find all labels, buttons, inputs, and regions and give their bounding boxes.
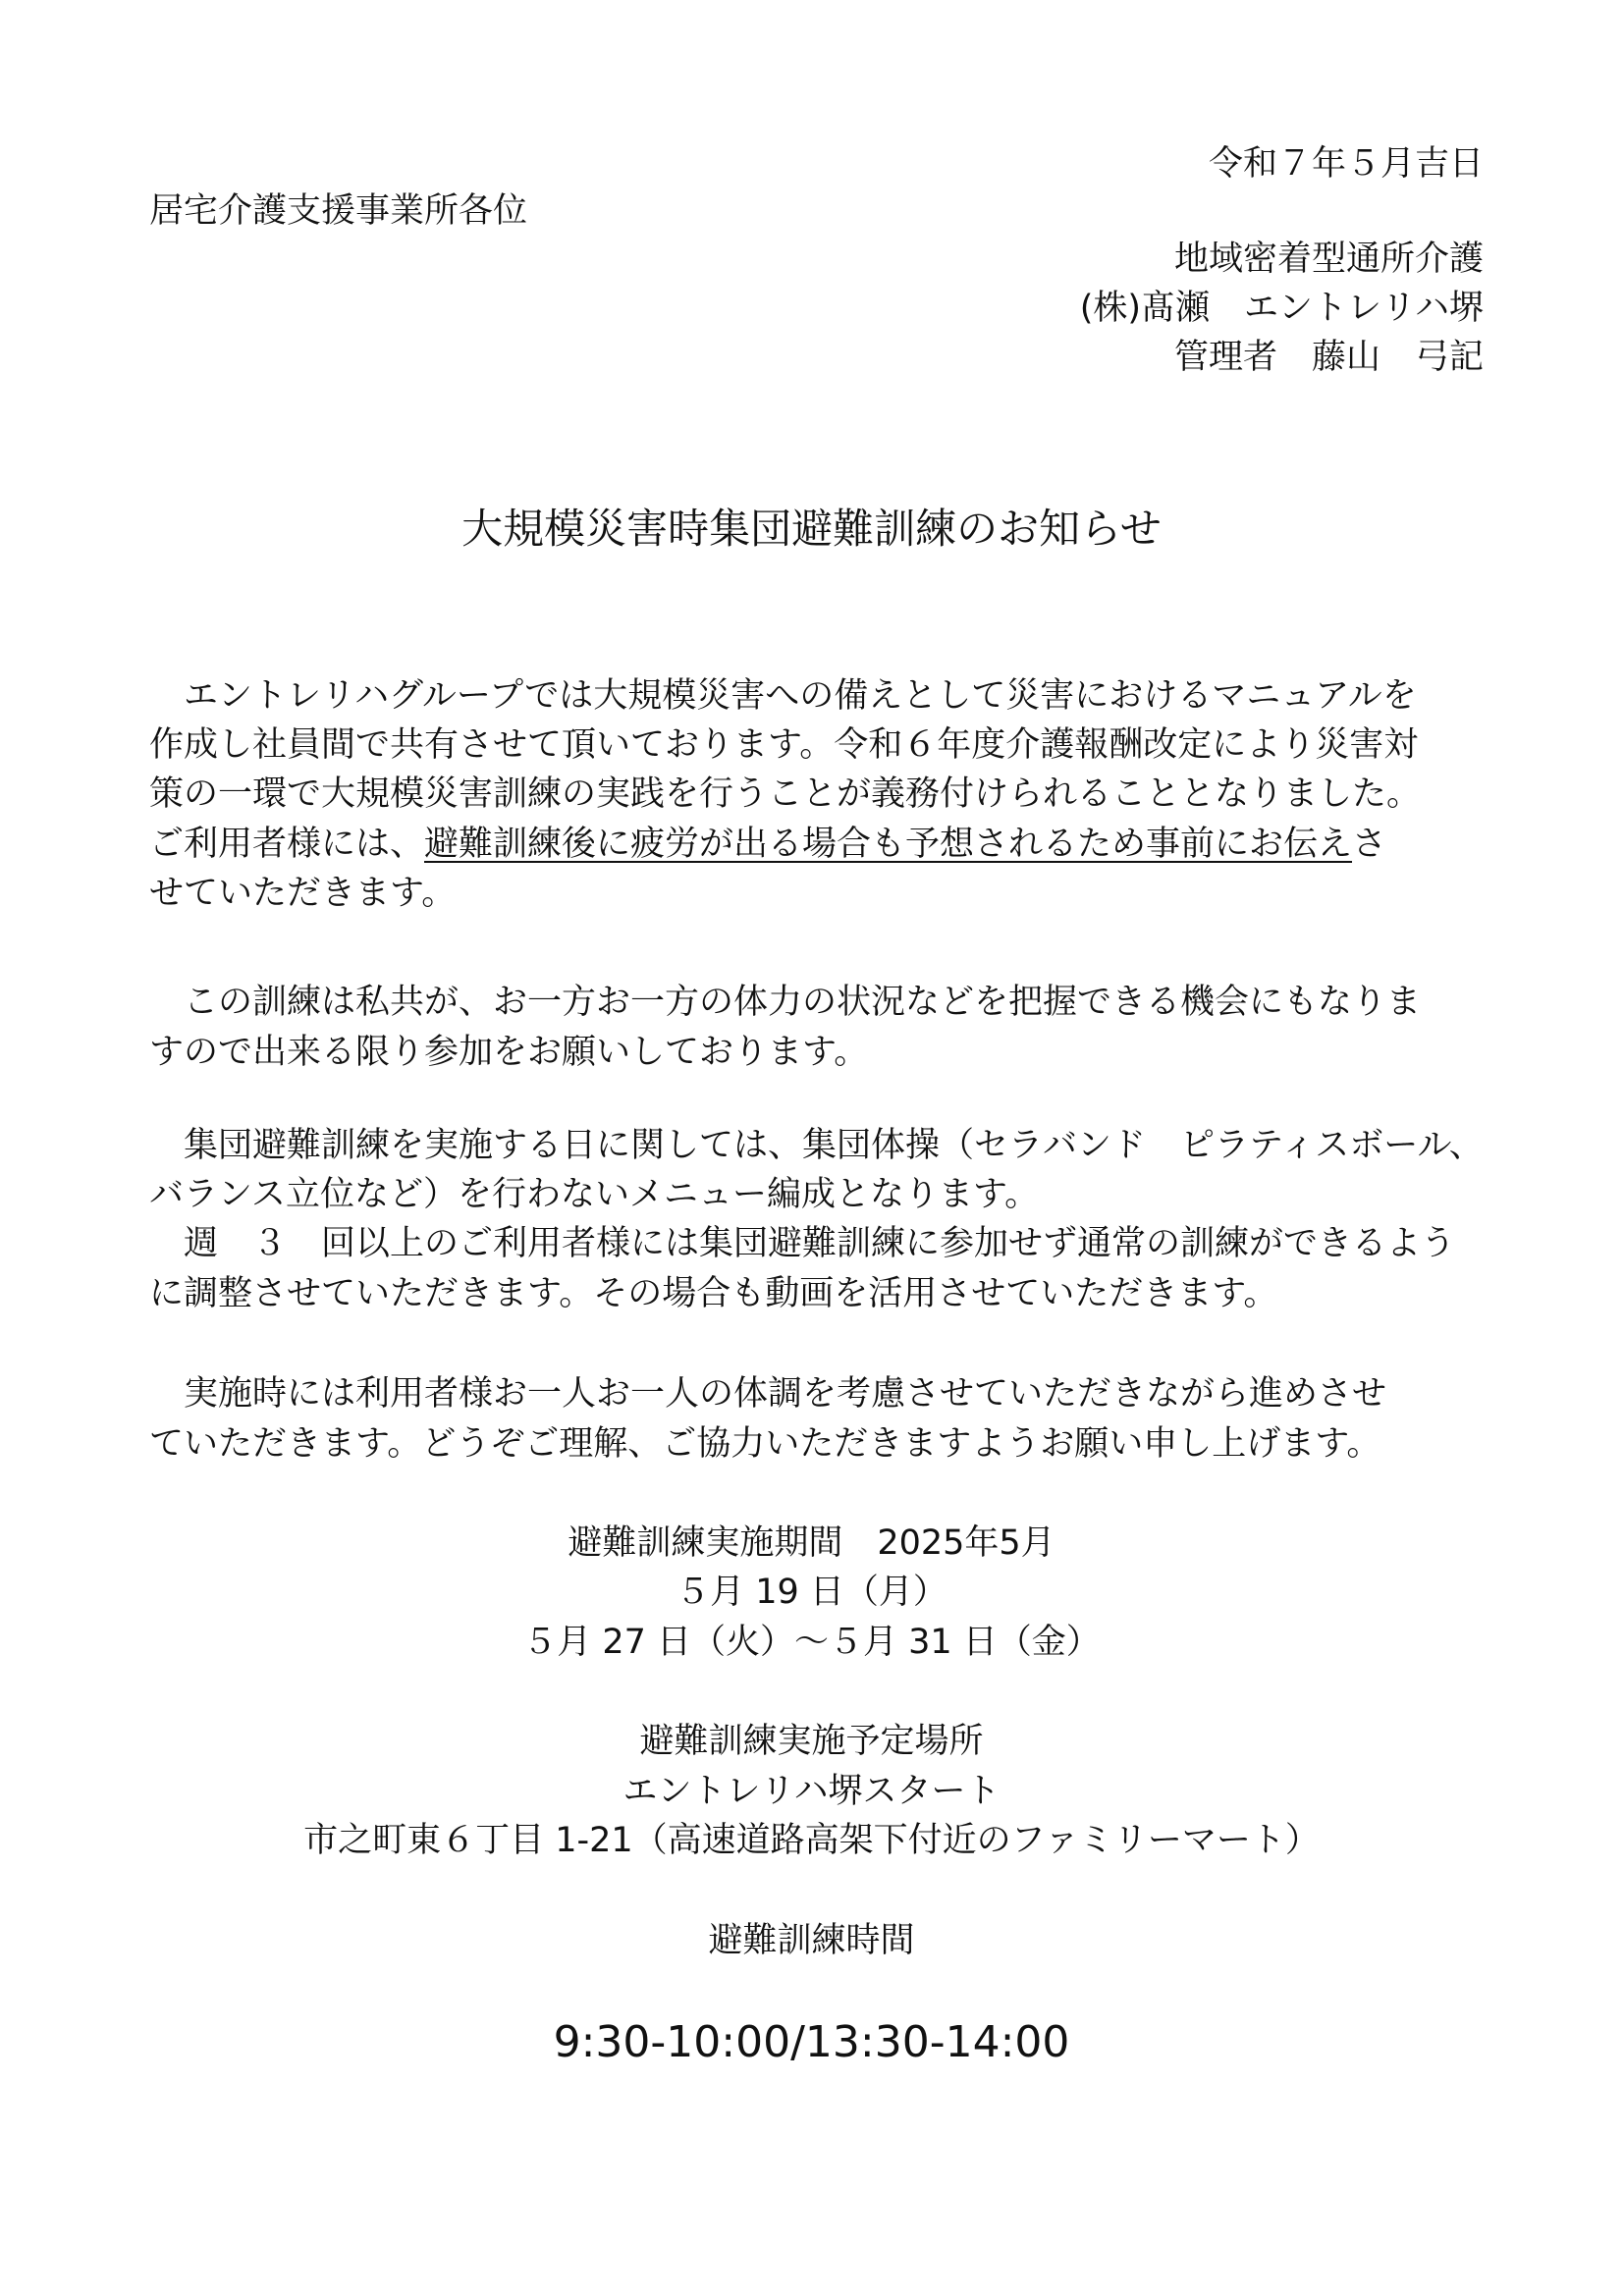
paragraph-4-line-1: 実施時には利用者様お一人お一人の体調を考慮させていただきながら進めさせ (184, 1374, 1387, 1414)
period-label: 避難訓練実施期間 2025年5月 (568, 1523, 1055, 1563)
underlined-notice: 避難訓練後に疲労が出る場合も予想されるため事前にお伝え (424, 825, 1353, 864)
paragraph-3-line-4: に調整させていただきます。その場合も動画を活用させていただきます。 (149, 1274, 1278, 1313)
paragraph-1-line-4 (149, 825, 1387, 864)
sender-line-2: (株)髙瀬 エントレリハ堺 (1079, 289, 1484, 328)
p1-line4-prefix: ご利用者様には、 (149, 825, 425, 864)
location-name: エントレリハ堺スタート (622, 1772, 1001, 1811)
sender-line-3: 管理者 藤山 弓記 (1173, 338, 1484, 377)
paragraph-1-line-5: せていただきます。 (149, 874, 457, 913)
sender-line-1: 地域密着型通所介護 (1173, 240, 1484, 279)
recipient: 居宅介護支援事業所各位 (149, 191, 528, 231)
time-label: 避難訓練時間 (708, 1921, 915, 1960)
paragraph-3-line-1: 集団避難訓練を実施する日に関しては、集団体操（セラバンド ピラティスボール、 (184, 1126, 1484, 1165)
date-line-2: ５月 27 日（火）～５月 31 日（金） (522, 1623, 1101, 1662)
time-value: 9:30-10:00/13:30-14:00 (553, 2017, 1070, 2067)
paragraph-1-line-2: 作成し社員間で共有させて頂いております。令和６年度介護報酬改定により災害対 (149, 725, 1419, 765)
paragraph-3-line-3: 週 ３ 回以上のご利用者様には集団避難訓練に参加せず通常の訓練ができるよう (184, 1224, 1456, 1263)
document-title: 大規模災害時集団避難訓練のお知らせ (461, 505, 1162, 553)
paragraph-3-line-2: バランス立位など）を行わないメニュー編成となります。 (149, 1175, 1040, 1214)
paragraph-2-line-2: すので出来る限り参加をお願いしております。 (149, 1033, 869, 1072)
paragraph-1-line-3: 策の一環で大規模災害訓練の実践を行うことが義務付けられることとなりました。 (149, 774, 1422, 814)
paragraph-1-line-1: エントレリハグループでは大規模災害への備えとして災害におけるマニュアルを (184, 676, 1417, 716)
paragraph-2-line-1: この訓練は私共が、お一方お一方の体力の状況などを把握できる機会にもなりま (184, 983, 1422, 1022)
paragraph-4-line-2: ていただきます。どうぞご理解、ご協力いただきますようお願い申し上げます。 (149, 1424, 1381, 1464)
location-address: 市之町東６丁目 1-21（高速道路高架下付近のファミリーマート） (303, 1821, 1320, 1860)
date-line-1: ５月 19 日（月） (676, 1573, 947, 1612)
issue-date: 令和７年５月吉日 (1208, 144, 1484, 184)
p1-line4-suffix: さ (1352, 825, 1387, 864)
location-label: 避難訓練実施予定場所 (639, 1722, 984, 1761)
